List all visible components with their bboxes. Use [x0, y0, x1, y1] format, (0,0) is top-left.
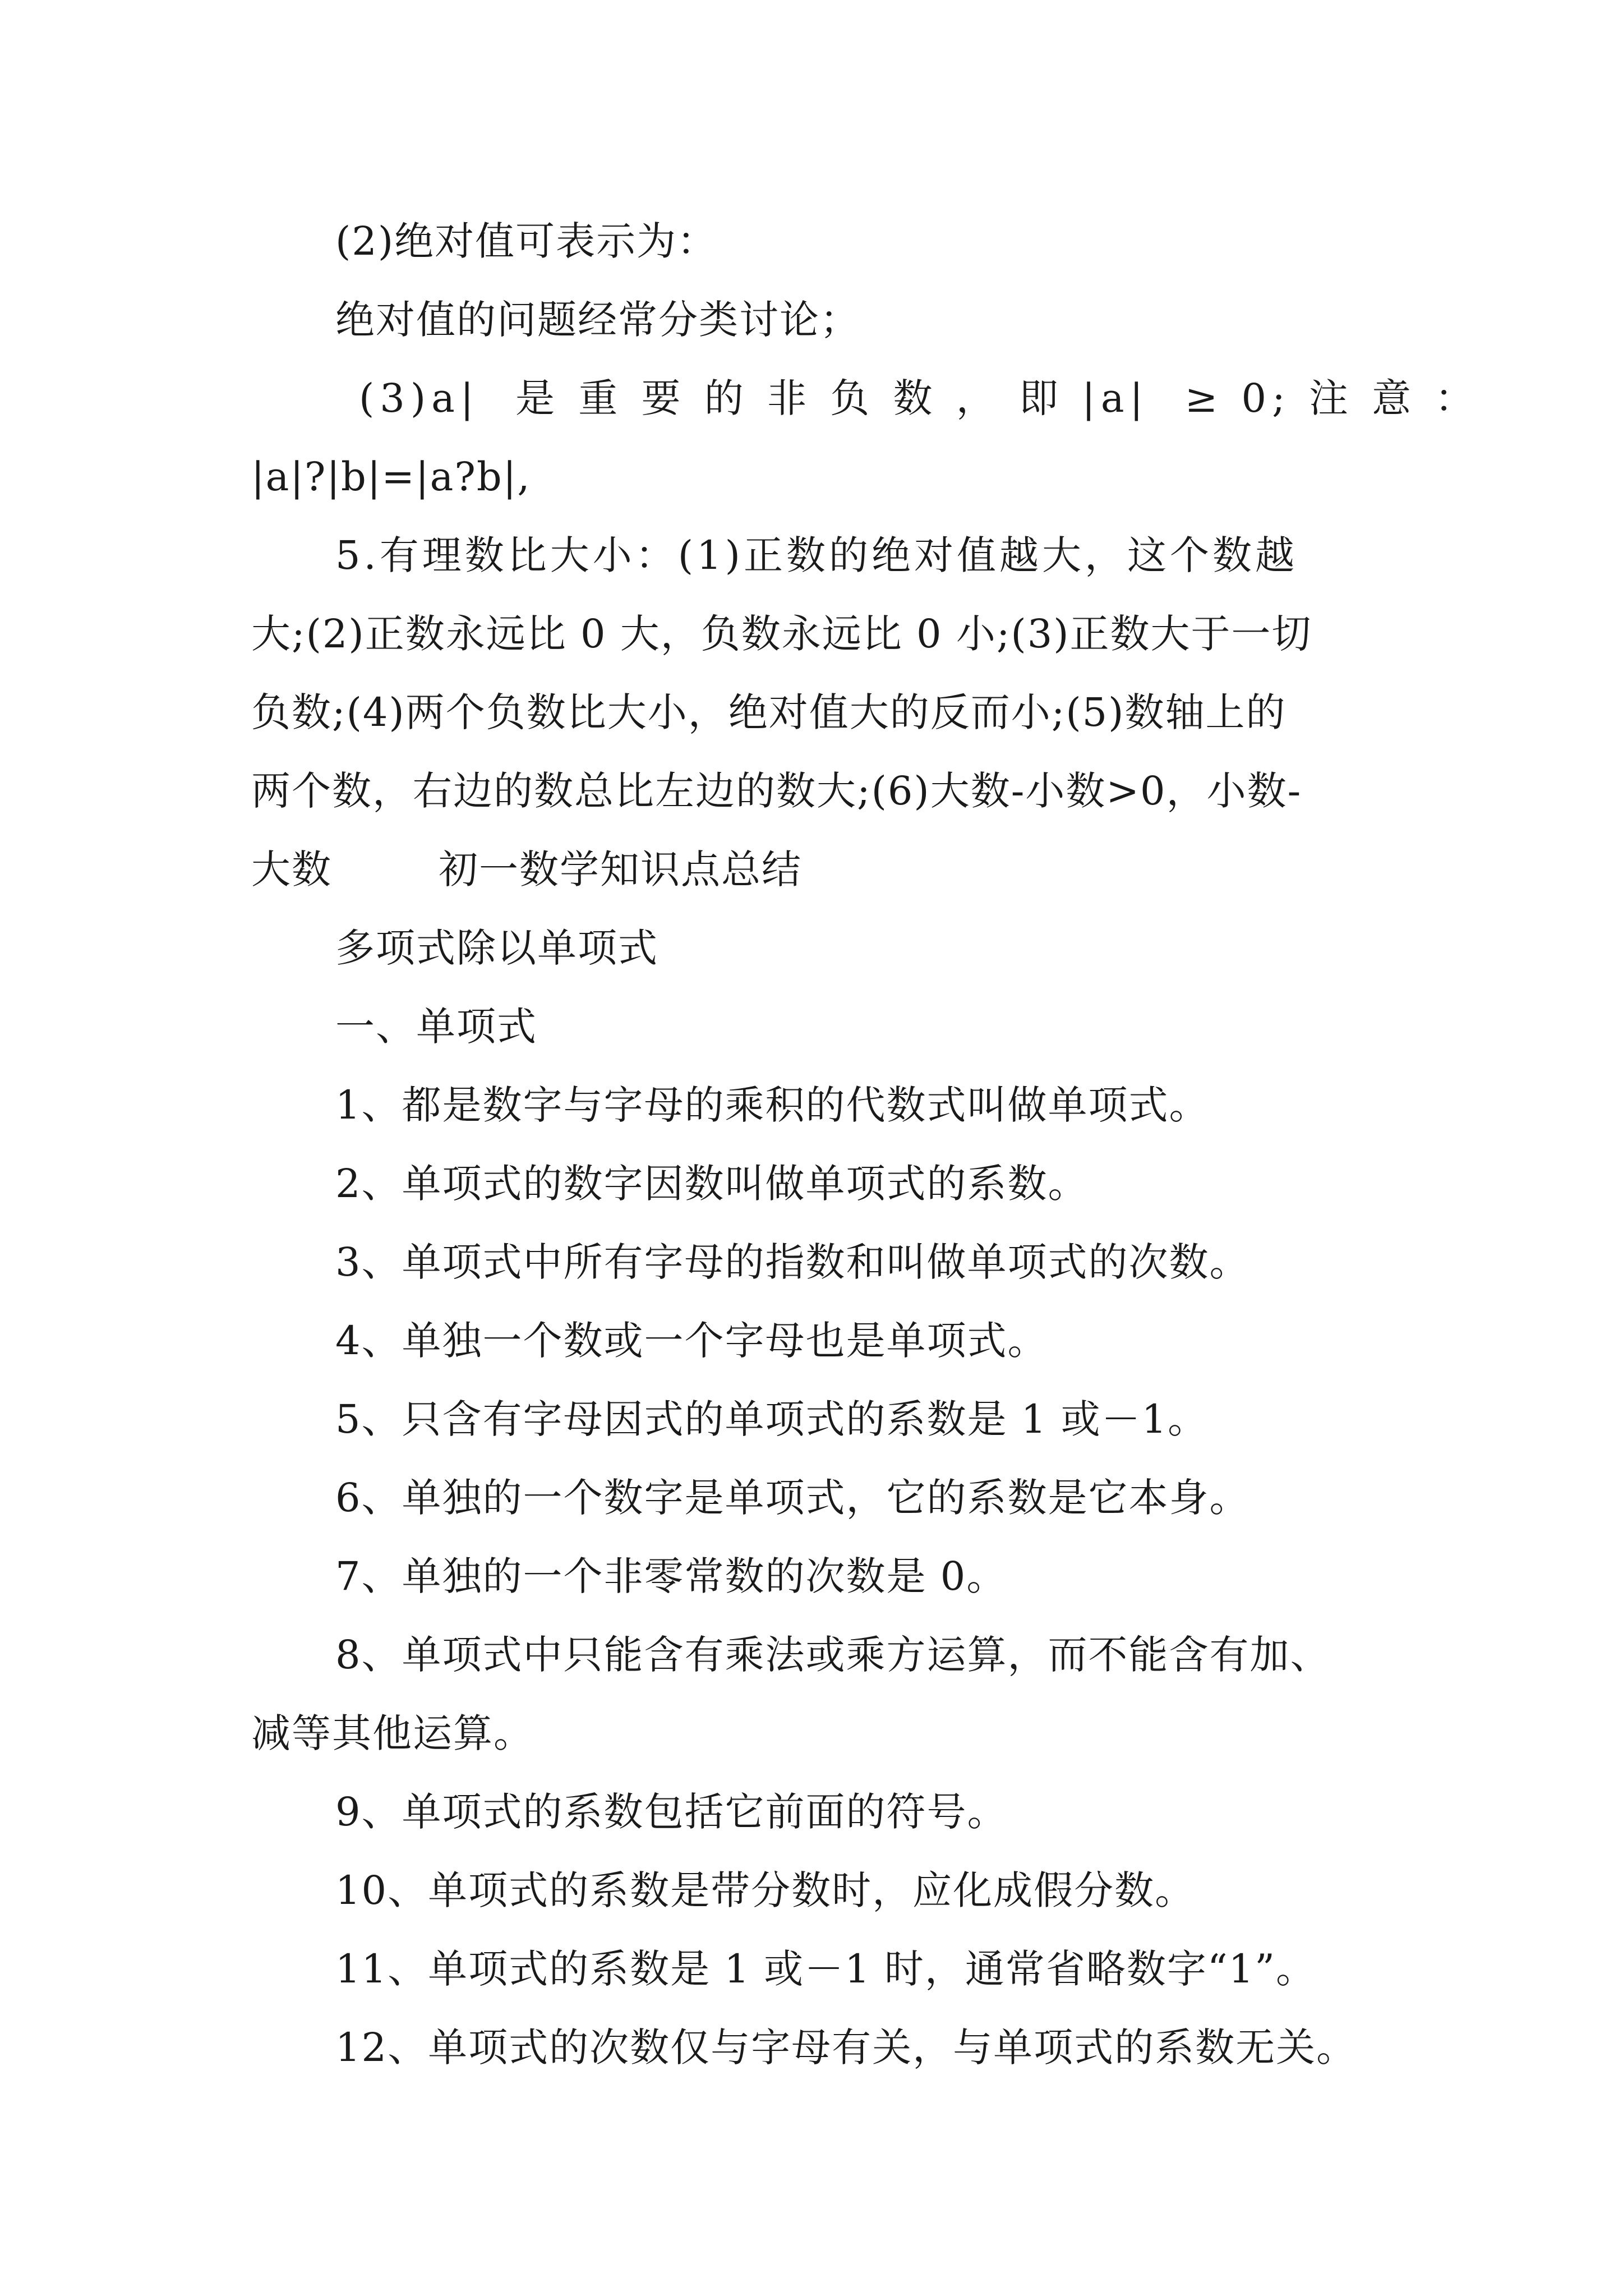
text-line: |a|?|b|=|a?b|, [251, 454, 531, 500]
list-item: 8、单项式中只能含有乘法或乘方运算，而不能含有加、 [335, 1632, 1331, 1678]
text-fragment: 大数 [251, 846, 332, 892]
text-line: 绝对值的问题经常分类讨论； [335, 297, 860, 343]
document-title: 初一数学知识点总结 [439, 846, 802, 892]
list-item: 3、单项式中所有字母的指数和叫做单项式的次数。 [335, 1239, 1250, 1285]
list-item-continuation: 减等其他运算。 [251, 1710, 534, 1756]
section-heading: 多项式除以单项式 [335, 925, 658, 971]
list-item: 6、单独的一个数字是单项式，它的系数是它本身。 [335, 1475, 1250, 1521]
text-line: 负数;(4)两个负数比大小，绝对值大的反而小;(5)数轴上的 [251, 689, 1287, 735]
list-item: 5、只含有字母因式的单项式的系数是 1 或－1。 [335, 1396, 1209, 1442]
text-line-with-title [251, 841, 802, 898]
list-item: 7、单独的一个非零常数的次数是 0。 [335, 1553, 1007, 1599]
list-item: 1、都是数字与字母的乘积的代数式叫做单项式。 [335, 1082, 1210, 1128]
list-item: 4、单独一个数或一个字母也是单项式。 [335, 1318, 1048, 1364]
list-item: 9、单项式的系数包括它前面的符号。 [335, 1789, 1008, 1835]
list-item: 2、单项式的数字因数叫做单项式的系数。 [335, 1161, 1089, 1207]
list-item: 11、单项式的系数是 1 或－1 时，通常省略数字“1”。 [335, 1946, 1317, 1992]
text-line: (2)绝对值可表示为： [335, 218, 718, 264]
list-item: 10、单项式的系数是带分数时，应化成假分数。 [335, 1867, 1196, 1913]
section-heading: 一、单项式 [335, 1004, 537, 1050]
text-line: 大;(2)正数永远比 0 大，负数永远比 0 小;(3)正数大于一切 [251, 611, 1312, 657]
text-line: 5.有理数比大小：(1)正数的绝对值越大，这个数越 [335, 532, 1298, 578]
list-item: 12、单项式的次数仅与字母有关，与单项式的系数无关。 [335, 2024, 1357, 2070]
text-line: (3)a| 是 重 要 的 非 负 数 ， 即 |a| ≥ 0; 注 意 ： [359, 375, 1480, 421]
text-line: 两个数，右边的数总比左边的数大;(6)大数-小数>0，小数- [251, 768, 1302, 814]
